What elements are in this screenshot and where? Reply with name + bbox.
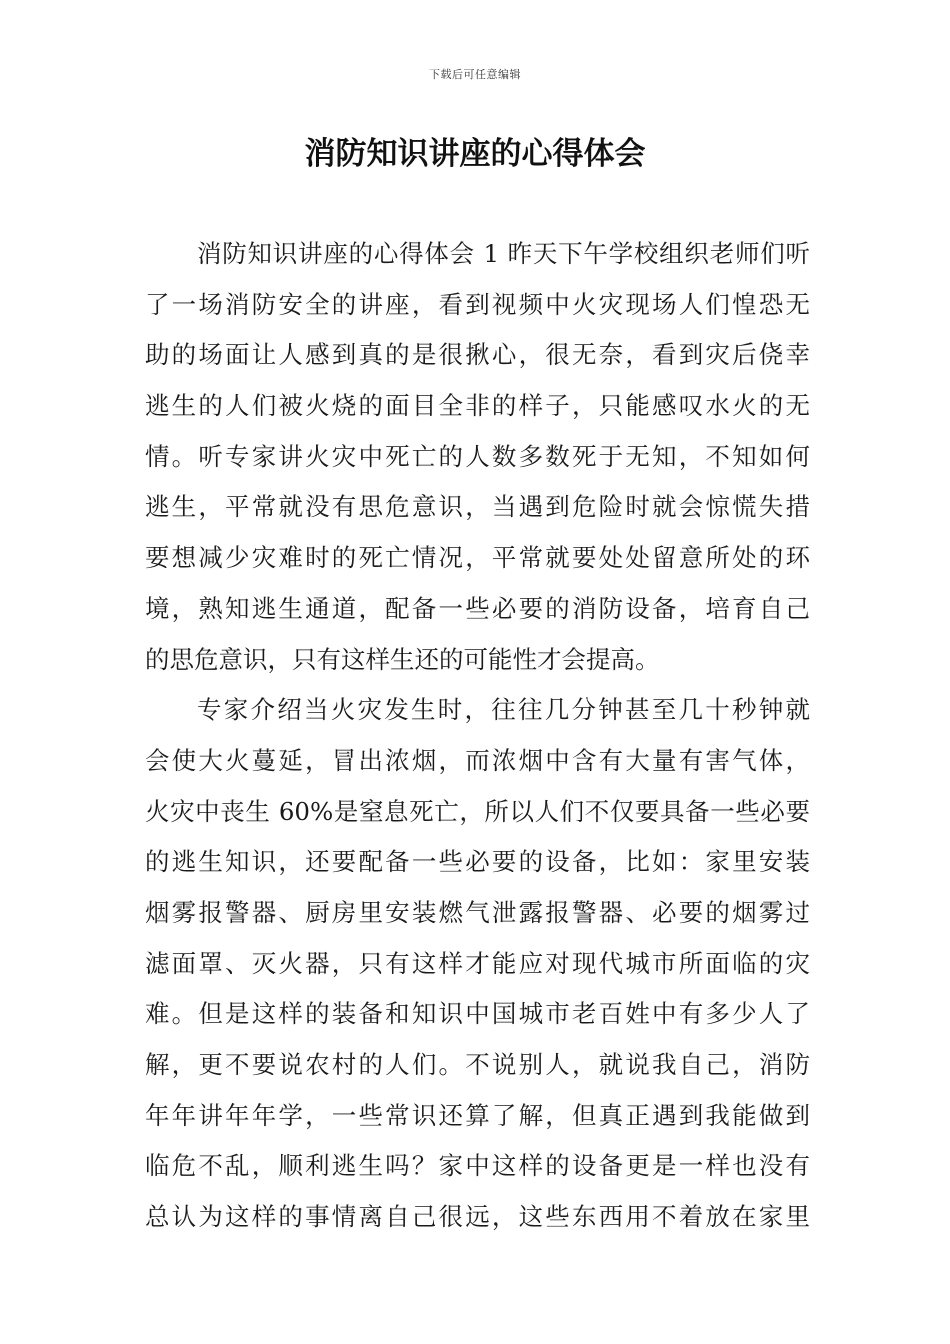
paragraph-2-line: 会使大火蔓延，冒出浓烟，而浓烟中含有大量有害气体， (145, 745, 810, 775)
paragraph-2-line: 滤面罩、灭火器，只有这样才能应对现代城市所面临的灾 (145, 948, 810, 978)
paragraph-2-line: 临危不乱，顺利逃生吗？家中这样的设备更是一样也没有 (145, 1151, 810, 1181)
paragraph-2-line: 年年讲年年学，一些常识还算了解，但真正遇到我能做到 (145, 1100, 810, 1130)
paragraph-2-line: 烟雾报警器、厨房里安装燃气泄露报警器、必要的烟雾过 (145, 897, 810, 927)
paragraph-2-line: 专家介绍当火灾发生时，往往几分钟甚至几十秒钟就 (197, 695, 810, 725)
paragraph-1-line: 逃生的人们被火烧的面目全非的样子，只能感叹水火的无 (145, 391, 810, 421)
paragraph-1-line: 境，熟知逃生通道，配备一些必要的消防设备，培育自己 (145, 593, 810, 623)
paragraph-1-line: 逃生，平常就没有思危意识，当遇到危险时就会惊慌失措 (145, 492, 810, 522)
header-note: 下载后可任意编辑 (429, 68, 521, 81)
document-body (145, 229, 810, 1243)
paragraph-1-line: 助的场面让人感到真的是很揪心，很无奈，看到灾后侥幸 (145, 340, 810, 370)
paragraph-2-line: 的逃生知识，还要配备一些必要的设备，比如：家里安装 (145, 847, 810, 877)
paragraph-2-line: 火灾中丧生 60%是窒息死亡，所以人们不仅要具备一些必要 (145, 796, 810, 826)
paragraph-1-line: 了一场消防安全的讲座，看到视频中火灾现场人们惶恐无 (145, 289, 810, 319)
paragraph-1-line: 情。听专家讲火灾中死亡的人数多数死于无知，不知如何 (145, 441, 810, 471)
paragraph-2-line: 难。但是这样的装备和知识中国城市老百姓中有多少人了 (145, 999, 810, 1029)
paragraph-1-line: 要想减少灾难时的死亡情况，平常就要处处留意所处的环 (145, 543, 810, 573)
paragraph-2-line: 总认为这样的事情离自己很远，这些东西用不着放在家里 (145, 1202, 810, 1232)
paragraph-1-line: 的思危意识，只有这样生还的可能性才会提高。 (145, 644, 660, 674)
document-title: 消防知识讲座的心得体会 (304, 136, 646, 172)
paragraph-2-line: 解，更不要说农村的人们。不说别人，就说我自己，消防 (145, 1050, 810, 1079)
paragraph-1-line: 消防知识讲座的心得体会 1 昨天下午学校组织老师们听 (197, 239, 810, 268)
